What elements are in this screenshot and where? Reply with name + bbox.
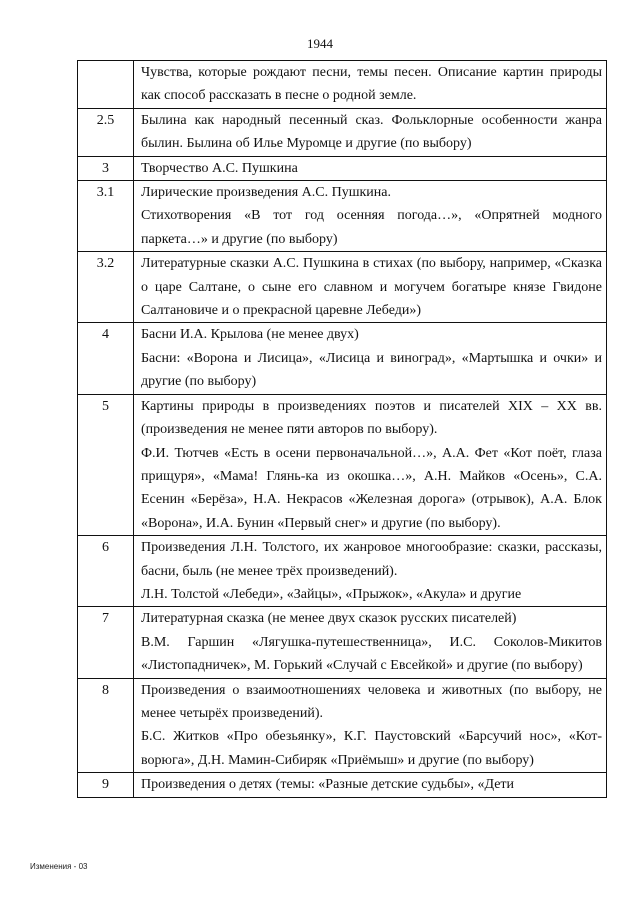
row-content: [134, 536, 607, 607]
table-row: [78, 156, 607, 180]
row-number: [78, 607, 134, 678]
table-row: [78, 536, 607, 607]
row-number: [78, 323, 134, 394]
row-paragraph: Л.Н. Толстой «Лебеди», «Зайцы», «Прыжок», «Акула» и другие: [141, 586, 522, 602]
row-paragraph: Былина как народный песенный сказ. Фольклорные особенности жанра былин. Былина об Илье Муромце и другие (по выбору): [141, 112, 602, 152]
row-number-text: 3.1: [96, 185, 115, 201]
table-row: [78, 108, 607, 156]
row-number: [78, 773, 134, 797]
footer-note: Изменения - 03: [30, 862, 88, 871]
row-content: [134, 181, 607, 252]
row-content: [134, 156, 607, 180]
row-number: [78, 156, 134, 180]
row-number-text: 3: [102, 160, 109, 176]
row-content: [134, 394, 607, 535]
row-paragraph: Творчество А.С. Пушкина: [141, 160, 298, 176]
table-row: [78, 773, 607, 797]
table-row: [78, 61, 607, 109]
row-number: [78, 181, 134, 252]
row-number: [78, 536, 134, 607]
row-number: [78, 108, 134, 156]
row-paragraph: Басни: «Ворона и Лисица», «Лисица и виноград», «Мартышка и очки» и другие (по выбору): [141, 350, 602, 390]
row-number-text: 8: [102, 682, 109, 698]
row-paragraph: Чувства, которые рождают песни, темы песен. Описание картин природы как способ рассказать в песне о родной земле.: [141, 65, 602, 104]
row-number-text: 7: [102, 611, 109, 627]
table-row: [78, 678, 607, 773]
row-number-text: 6: [102, 540, 109, 556]
row-content: [134, 323, 607, 394]
page-number: 1944: [307, 36, 333, 51]
row-paragraph: Картины природы в произведениях поэтов и писателей XIX – XX вв. (произведения не менее пяти авторов по выбору).: [141, 398, 602, 438]
row-number-text: 9: [102, 777, 109, 793]
row-paragraph: Произведения о детях (темы: «Разные детские судьбы», «Дети: [141, 777, 515, 793]
row-number: [78, 61, 134, 109]
table-row: [78, 323, 607, 394]
table-row: [78, 607, 607, 678]
row-content: [134, 252, 607, 323]
row-paragraph: Произведения Л.Н. Толстого, их жанровое многообразие: сказки, рассказы, басни, быль (не менее трёх произведений).: [141, 540, 602, 579]
row-paragraph: Литературная сказка (не менее двух сказок русских писателей): [141, 611, 517, 627]
row-content: [134, 773, 607, 797]
row-content: [134, 61, 607, 109]
row-paragraph: Лирические произведения А.С. Пушкина.: [141, 185, 391, 201]
row-paragraph: Басни И.А. Крылова (не менее двух): [141, 327, 359, 343]
row-number-text: 5: [102, 398, 109, 414]
row-content: [134, 607, 607, 678]
row-number: [78, 678, 134, 773]
row-paragraph: Произведения о взаимоотношениях человека и животных (по выбору, не менее четырёх произведений).: [141, 682, 602, 721]
table-row: [78, 252, 607, 323]
table-body: [78, 61, 607, 798]
row-paragraph: В.М. Гаршин «Лягушка-путешественница», И.С. Соколов-Микитов «Листопадничек», М. Горький «Случай с Евсейкой» и другие (по выбору): [141, 634, 602, 674]
row-paragraph: Стихотворения «В тот год осенняя погода…», «Опрятней модного паркета…» и другие (по выбору): [141, 208, 602, 247]
row-paragraph: Ф.И. Тютчев «Есть в осени первоначальной…», А.А. Фет «Кот поёт, глаза прищуря», «Мама! Глянь-ка из окошка…», А.Н. Майков «Осень», С.А. Есенин «Берёза», Н.А. Некрасов «Железная дорога» (отрывок), А.А. Блок «Ворона», И.А. Бунин «Первый снег» и другие (по выбору).: [141, 445, 602, 531]
row-number-text: 3.2: [96, 256, 115, 272]
row-number: [78, 394, 134, 535]
row-paragraph: Б.С. Житков «Про обезьянку», К.Г. Паустовский «Барсучий нос», «Кот-ворюга», Д.Н. Мамин-Сибиряк «Приёмыш» и другие (по выбору): [141, 729, 602, 768]
table-row: [78, 394, 607, 535]
table-row: [78, 181, 607, 252]
row-content: [134, 108, 607, 156]
row-number: [78, 252, 134, 323]
row-paragraph: Литературные сказки А.С. Пушкина в стихах (по выбору, например, «Сказка о царе Салтане, о сыне его славном и могучем богатыре князе Гвидоне Салтановиче и о прекрасной царевне Лебеди»): [141, 256, 602, 319]
curriculum-table: [77, 60, 607, 798]
row-number-text: 2.5: [96, 112, 115, 128]
row-number-text: 4: [102, 327, 109, 343]
row-content: [134, 678, 607, 773]
